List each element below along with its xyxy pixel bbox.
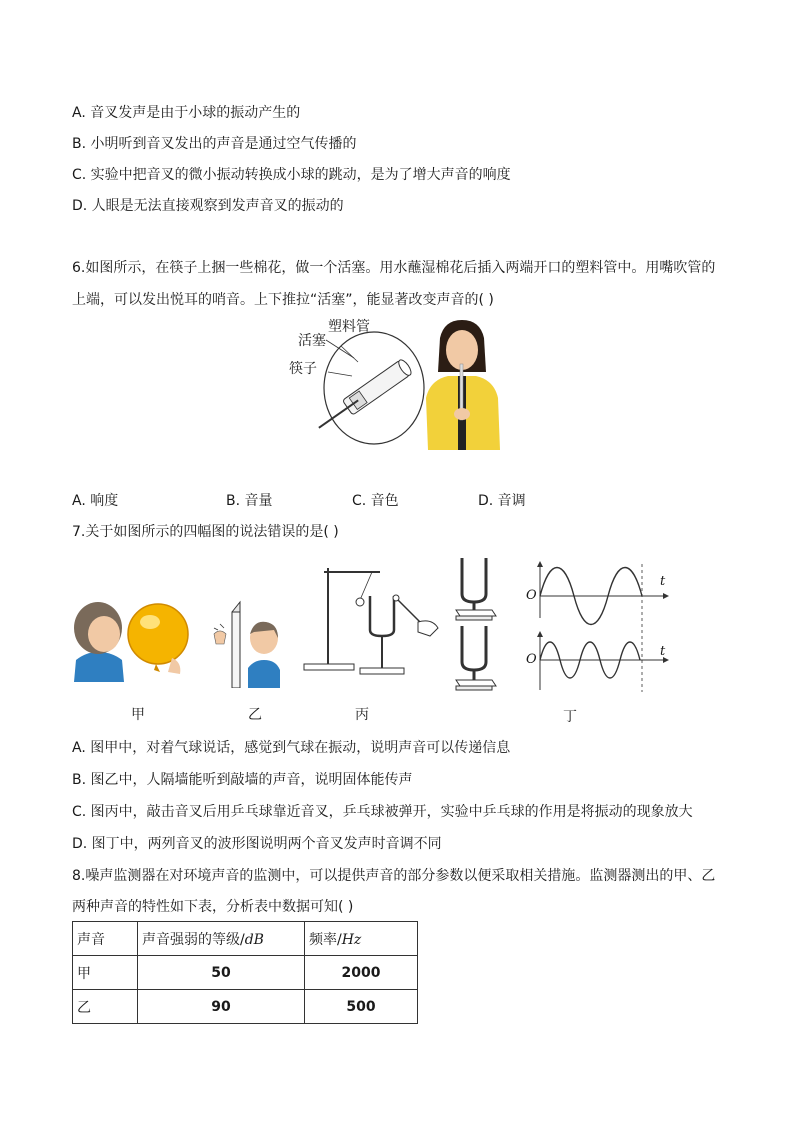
q6-option-b: B. 音量	[226, 493, 273, 509]
q7-option-d: D. 图丁中，两列音叉的波形图说明两个音叉发声时音调不同	[72, 836, 442, 852]
q7-option-a: A. 图甲中，对着气球说话，感觉到气球在振动，说明声音可以传递信息	[72, 740, 511, 756]
q7-option-b: B. 图乙中，人隔墙能听到敲墙的声音，说明固体能传声	[72, 772, 413, 788]
q6-option-d: D. 音调	[478, 493, 526, 509]
q6-option-a: A. 响度	[72, 493, 119, 509]
table-row	[73, 990, 418, 1024]
wave1-axis-t: t	[660, 574, 666, 589]
figure-bing-fork-ball	[300, 560, 440, 680]
header-frequency-unit: Hz	[341, 931, 362, 948]
header-frequency-label: 频率/	[309, 931, 342, 948]
q6-option-c: C. 音色	[352, 493, 399, 509]
row-sound-name: 乙	[73, 990, 138, 1024]
label-chopstick: 筷子	[289, 361, 317, 377]
figure-label-jia: 甲	[131, 707, 145, 723]
q7-option-c: C. 图丙中，敲击音叉后用乒乓球靠近音叉，乒乓球被弹开，实验中乒乓球的作用是将振动的现象放大	[72, 804, 693, 820]
figure-yi-wall	[210, 598, 282, 688]
row-level: 50	[138, 956, 305, 990]
row-frequency: 500	[305, 990, 418, 1024]
wave2-axis-t: t	[660, 644, 666, 659]
q7-stem: 7.关于如图所示的四幅图的说法错误的是( )	[72, 524, 339, 540]
table-header-row	[73, 922, 418, 956]
q6-stem-line1: 6.如图所示，在筷子上捆一些棉花，做一个活塞。用水蘸湿棉花后插入两端开口的塑料管中。用嘴吹管的	[72, 260, 716, 276]
figure-ding-waveforms	[522, 556, 672, 698]
figure-label-yi: 乙	[248, 707, 262, 723]
row-level: 90	[138, 990, 305, 1024]
wave2-origin-o: O	[526, 652, 537, 667]
header-frequency	[305, 922, 418, 956]
header-level	[138, 922, 305, 956]
label-plastic-tube: 塑料管	[328, 319, 370, 335]
q8-stem-line2: 两种声音的特性如下表，分析表中数据可知( )	[72, 899, 354, 915]
q5-option-d: D. 人眼是无法直接观察到发声音叉的振动的	[72, 198, 344, 214]
girl-blowing-tube-illustration	[418, 318, 506, 450]
header-level-unit: dB	[244, 931, 264, 948]
table-row	[73, 956, 418, 990]
row-frequency: 2000	[305, 956, 418, 990]
q5-option-c: C. 实验中把音叉的微小振动转换成小球的跳动，是为了增大声音的响度	[72, 167, 511, 183]
label-piston: 活塞	[298, 333, 326, 349]
q5-option-a: A. 音叉发声是由于小球的振动产生的	[72, 105, 301, 121]
figure-label-ding: 丁	[563, 709, 577, 725]
header-sound: 声音	[73, 922, 138, 956]
q6-stem-line2: 上端，可以发出悦耳的哨音。上下推拉“活塞”，能显著改变声音的( )	[72, 292, 494, 308]
figure-label-bing: 丙	[355, 707, 369, 723]
header-level-label: 声音强弱的等级/	[142, 931, 245, 948]
q8-stem-line1: 8.噪声监测器在对环境声音的监测中，可以提供声音的部分参数以便采取相关措施。监测器测出的甲、乙	[72, 868, 716, 884]
figure-jia-balloon	[72, 598, 192, 682]
figure-ding-tuning-forks	[450, 554, 500, 694]
q5-option-b: B. 小明听到音叉发出的声音是通过空气传播的	[72, 136, 357, 152]
wave1-origin-o: O	[526, 588, 537, 603]
sound-data-table	[72, 921, 418, 1024]
row-sound-name: 甲	[73, 956, 138, 990]
